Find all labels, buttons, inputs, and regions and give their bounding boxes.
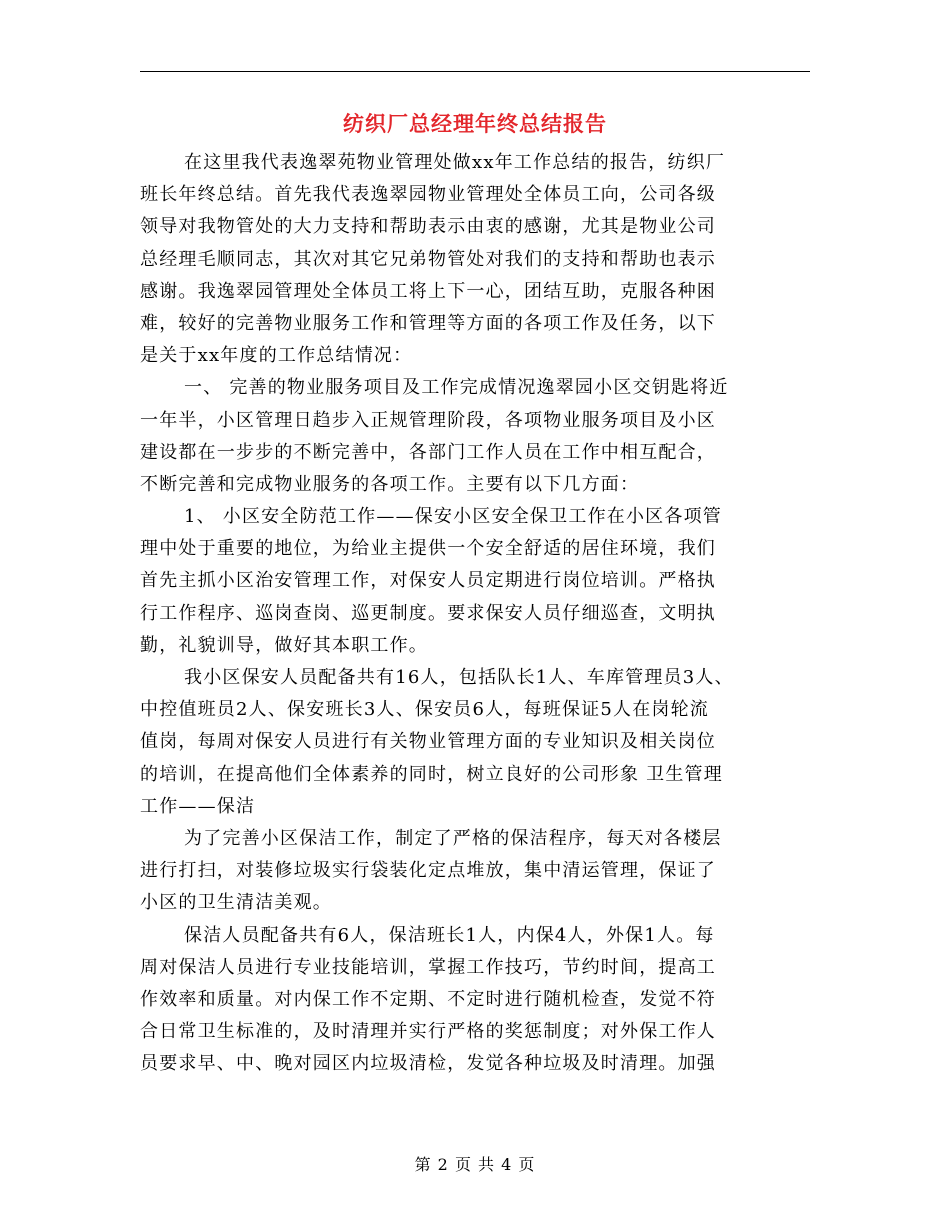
body-line: 值岗，每周对保安人员进行有关物业管理方面的专业知识及相关岗位 xyxy=(140,731,716,753)
body-line: 首先主抓小区治安管理工作，对保安人员定期进行岗位培训。严格执 xyxy=(140,570,716,592)
body-line: 行工作程序、巡岗查岗、巡更制度。要求保安人员仔细巡查，文明执 xyxy=(140,602,716,624)
body-line: 作效率和质量。对内保工作不定期、不定时进行随机检查，发觉不符 xyxy=(140,988,716,1010)
body-line: 在这里我代表逸翠苑物业管理处做xx年工作总结的报告，纺织厂 xyxy=(184,152,726,173)
body-line: 中控值班员2人、保安班长3人、保安员6人，每班保证5人在岗轮流 xyxy=(140,699,710,721)
body-line: 一年半，小区管理日趋步入正规管理阶段，各项物业服务项目及小区 xyxy=(140,409,716,431)
header-rule xyxy=(140,71,810,72)
body-line: 领导对我物管处的大力支持和帮助表示由衷的感谢，尤其是物业公司 xyxy=(140,216,716,238)
body-line: 总经理毛顺同志，其次对其它兄弟物管处对我们的支持和帮助也表示 xyxy=(140,248,716,270)
document-body xyxy=(140,147,820,1080)
body-line: 感谢。我逸翠园管理处全体员工将上下一心，团结互助，克服各种困 xyxy=(140,280,716,302)
body-line: 一、 完善的物业服务项目及工作完成情况逸翠园小区交钥匙将近 xyxy=(184,377,729,399)
body-line: 理中处于重要的地位，为给业主提供一个安全舒适的居住环境，我们 xyxy=(140,538,716,560)
body-line: 周对保洁人员进行专业技能培训，掌握工作技巧，节约时间，提高工 xyxy=(140,956,716,978)
body-line: 为了完善小区保洁工作，制定了严格的保洁程序，每天对各楼层 xyxy=(184,827,722,849)
body-line: 的培训，在提高他们全体素养的同时，树立良好的公司形象 卫生管理 xyxy=(140,763,723,785)
body-line: 我小区保安人员配备共有16人，包括队长1人、车库管理员3人、 xyxy=(184,667,734,688)
body-line: 是关于xx年度的工作总结情况： xyxy=(140,345,413,367)
document-title: 纺织厂总经理年终总结报告 xyxy=(343,111,607,136)
body-line: 难，较好的完善物业服务工作和管理等方面的各项工作及任务，以下 xyxy=(140,312,716,334)
page-number-footer: 第 2 页 共 4 页 xyxy=(414,1155,536,1174)
body-line: 进行打扫，对装修垃圾实行袋装化定点堆放，集中清运管理，保证了 xyxy=(140,860,716,882)
body-line: 员要求早、中、晚对园区内垃圾清检，发觉各种垃圾及时清理。加强 xyxy=(140,1053,716,1075)
body-line: 建设都在一步步的不断完善中，各部门工作人员在工作中相互配合， xyxy=(140,441,716,463)
body-line: 合日常卫生标准的，及时清理并实行严格的奖惩制度；对外保工作人 xyxy=(140,1021,716,1043)
body-line: 勤，礼貌训导，做好其本职工作。 xyxy=(140,634,428,656)
body-line: 保洁人员配备共有6人，保洁班长1人，内保4人，外保1人。每 xyxy=(184,924,715,946)
body-line: 小区的卫生清洁美观。 xyxy=(140,892,332,914)
body-line: 工作——保洁 xyxy=(140,795,256,817)
body-line: 1、 小区安全防范工作——保安小区安全保卫工作在小区各项管 xyxy=(184,506,722,528)
body-line: 班长年终总结。首先我代表逸翠园物业管理处全体员工向，公司各级 xyxy=(140,184,716,206)
body-line: 不断完善和完成物业服务的各项工作。主要有以下几方面： xyxy=(140,473,640,495)
